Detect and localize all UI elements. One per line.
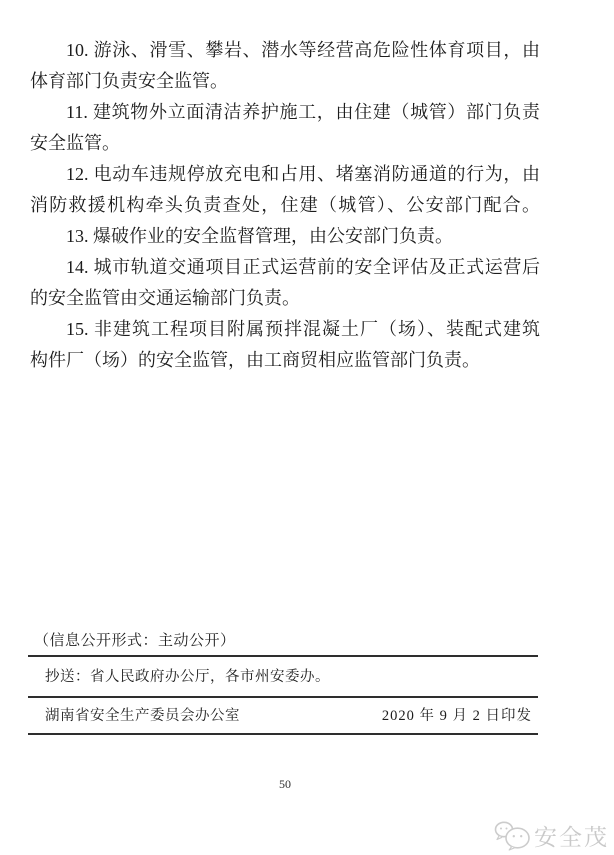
body-line: 11. 建筑物外立面清洁养护施工，由住建（城管）部门负责 — [66, 102, 540, 122]
list-item-11 — [30, 97, 540, 159]
document-body — [30, 35, 540, 376]
list-item-14 — [30, 252, 540, 314]
disclosure-line: （信息公开形式：主动公开） — [34, 633, 236, 649]
body-line: 构件厂（场）的安全监管，由工商贸相应监管部门负责。 — [30, 350, 480, 370]
body-line: 体育部门负责安全监管。 — [30, 71, 228, 91]
body-line: 15. 非建筑工程项目附属预拌混凝土厂（场）、装配式建筑 — [66, 319, 540, 339]
watermark — [493, 819, 609, 852]
body-line: 10. 游泳、滑雪、攀岩、潜水等经营高危险性体育项目，由 — [66, 40, 540, 60]
page-number: 50 — [279, 777, 291, 791]
print-date: 2020 年 9 月 2 日印发 — [381, 708, 532, 724]
list-item-15 — [30, 314, 540, 376]
cc-line: 抄送：省人民政府办公厅，各市州安委办。 — [45, 669, 330, 685]
body-line: 14. 城市轨道交通项目正式运营前的安全评估及正式运营后 — [66, 257, 540, 277]
list-item-13 — [30, 221, 540, 252]
issuer-row — [28, 698, 538, 733]
body-line: 13. 爆破作业的安全监督管理，由公安部门负责。 — [66, 226, 453, 246]
body-line: 12. 电动车违规停放充电和占用、堵塞消防通道的行为，由 — [66, 164, 540, 184]
watermark-label: 安全茂 — [534, 824, 609, 850]
list-item-12 — [30, 159, 540, 221]
list-item-10 — [30, 35, 540, 97]
body-line: 的安全监管由交通运输部门负责。 — [30, 288, 300, 308]
divider — [28, 733, 538, 735]
wechat-icon — [493, 820, 531, 851]
body-line: 消防救援机构牵头负责查处，住建（城管）、公安部门配合。 — [30, 195, 540, 215]
document-footer — [28, 629, 538, 735]
body-line: 安全监管。 — [30, 133, 120, 153]
issuer-name: 湖南省安全生产委员会办公室 — [45, 708, 240, 724]
